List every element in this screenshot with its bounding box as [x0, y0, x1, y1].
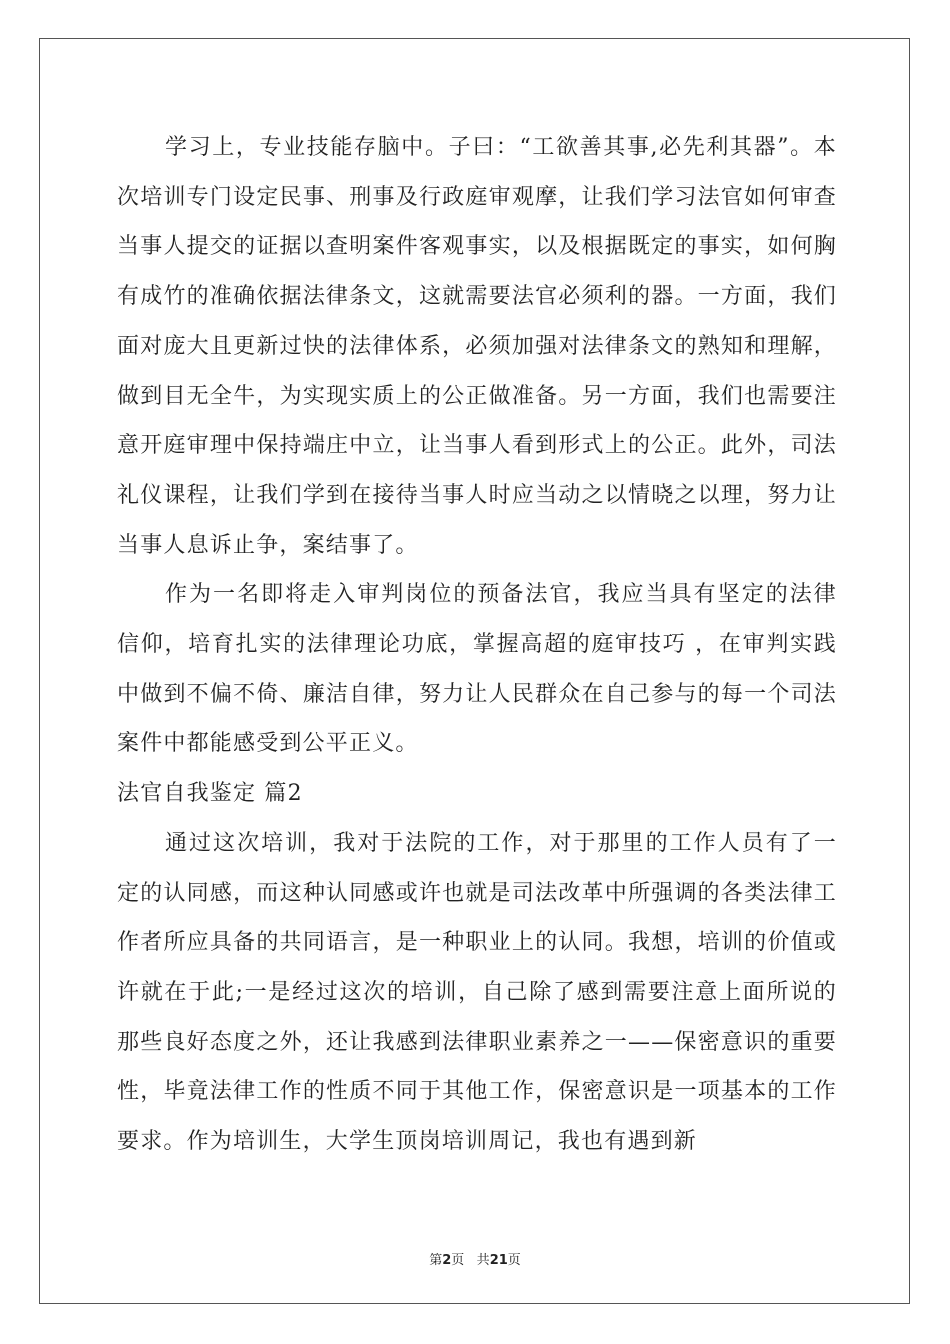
paragraph-1: 学习上，专业技能存脑中。子曰：“工欲善其事,必先利其器”。本次培训专门设定民事、刑事及行政庭审观摩，让我们学习法官如何审查当事人提交的证据以查明案件客观事实，以及根据既定的事实，如何胸有成竹的准确依据法律条文，这就需要法官必须利的器。一方面，我们面对庞大且更新过快的法律体系，必须加强对法律条文的熟知和理解，做到目无全牛，为实现实质上的公正做准备。另一方面，我们也需要注意开庭审理中保持端庄中立，让当事人看到形式上的公正。此外，司法礼仪课程，让我们学到在接待当事人时应当动之以情晓之以理，努力让当事人息诉止争，案结事了。 [117, 135, 837, 558]
page-suffix: 页 [451, 1253, 465, 1268]
total-suffix: 页 [507, 1253, 521, 1268]
page-footer [0, 1249, 950, 1268]
page-prefix: 第 [429, 1253, 443, 1268]
paragraph-3: 通过这次培训，我对于法院的工作，对于那里的工作人员有了一定的认同感，而这种认同感或许也就是司法改革中所强调的各类法律工作者所应具备的共同语言，是一种职业上的认同。我想，培训的价值或许就在于此;一是经过这次的培训，自己除了感到需要注意上面所说的那些良好态度之外，还让我感到法律职业素养之一——保密意识的重要性，毕竟法律工作的性质不同于其他工作，保密意识是一项基本的工作要求。作为培训生，大学生顶岗培训周记，我也有遇到新 [117, 830, 837, 1155]
total-prefix: 共 [476, 1253, 490, 1268]
page-total: 21 [489, 1253, 508, 1268]
document-body [117, 123, 837, 1167]
page-current: 2 [442, 1253, 452, 1268]
section-heading: 法官自我鉴定 篇2 [117, 781, 303, 807]
paragraph-2: 作为一名即将走入审判岗位的预备法官，我应当具有坚定的法律信仰，培育扎实的法律理论功底，掌握高超的庭审技巧 ，在审判实践中做到不偏不倚、廉洁自律，努力让人民群众在自己参与的每一个司法案件中都能感受到公平正义。 [117, 582, 837, 757]
